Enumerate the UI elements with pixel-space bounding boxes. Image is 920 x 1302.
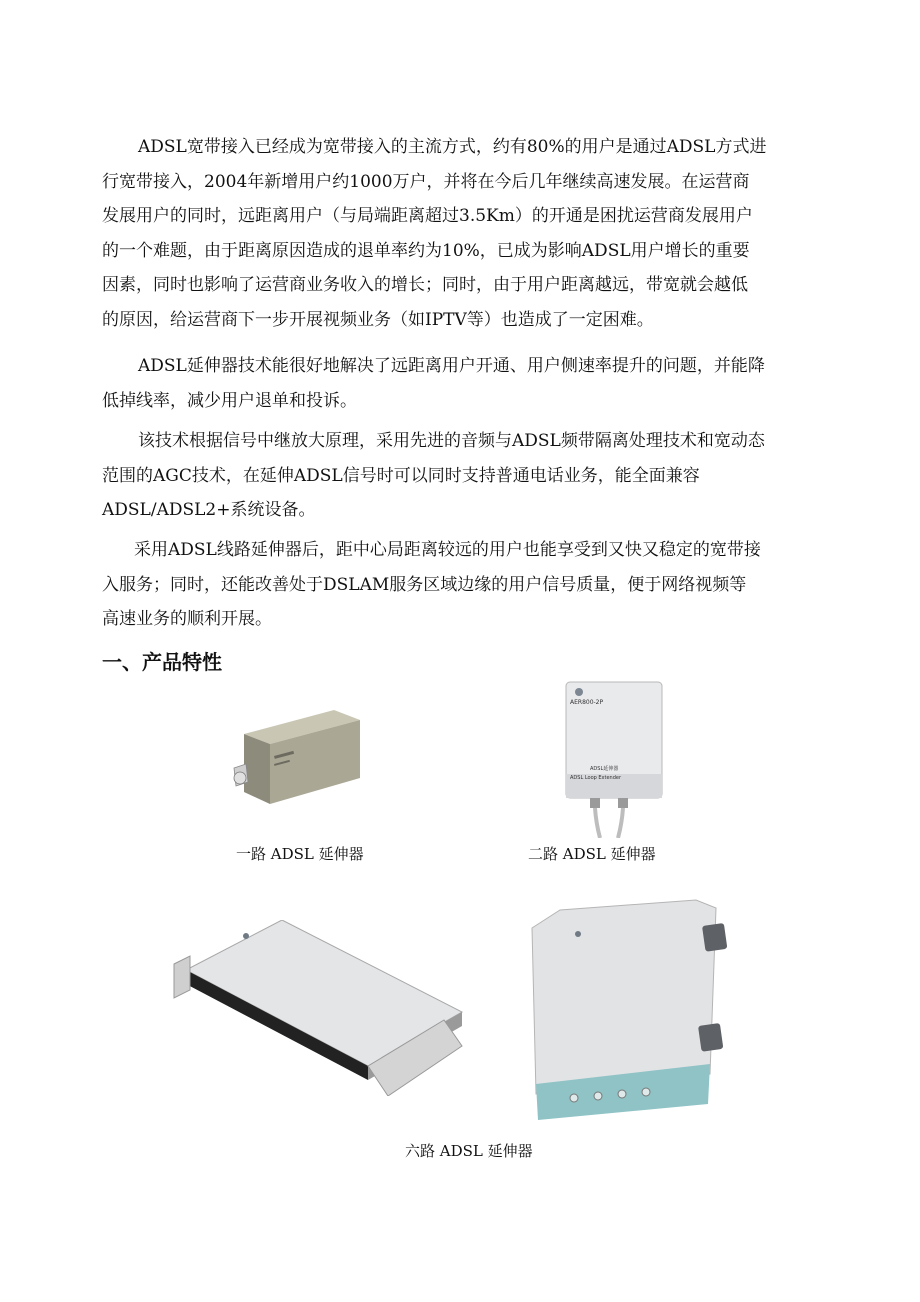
- intro-paragraph: [102, 130, 814, 337]
- caption-one-port: 一路 ADSL 延伸器: [236, 845, 364, 863]
- paragraph-line: 该技术根据信号中继放大原理，采用先进的音频与ADSL频带隔离处理技术和宽动态: [138, 431, 765, 451]
- two-port-cn-label: ADSL延伸器: [590, 766, 619, 772]
- paragraph-line: 范围的AGC技术，在延伸ADSL信号时可以同时支持普通电话业务，能全面兼容: [102, 465, 700, 486]
- paragraph-line: 高速业务的顺利开展。: [102, 609, 272, 629]
- paragraph-line: 的原因，给运营商下一步开展视频业务（如IPTV等）也造成了一定困难。: [102, 309, 654, 330]
- six-port-outdoor-extender-image: [520, 898, 730, 1136]
- paragraph-line: 发展用户的同时，远距离用户（与局端距离超过3.5Km）的开通是困扰运营商发展用户: [102, 206, 753, 226]
- caption-two-port: 二路 ADSL 延伸器: [528, 845, 656, 863]
- paragraph-line: 的一个难题，由于距离原因造成的退单率约为10%，已成为影响ADSL用户增长的重要: [102, 240, 750, 261]
- technology-paragraph: [102, 424, 814, 528]
- paragraph-line: ADSL延伸器技术能很好地解决了远距离用户开通、用户侧速率提升的问题，并能降: [138, 356, 765, 376]
- two-port-extender-image: [562, 678, 672, 838]
- paragraph-line: 因素，同时也影响了运营商业务收入的增长；同时，由于用户距离越远，带宽就会越低: [102, 275, 748, 295]
- two-port-model-label: AER800-2P: [570, 699, 604, 706]
- paragraph-line: ADSL宽带接入已经成为宽带接入的主流方式，约有80%的用户是通过ADSL方式进: [138, 137, 767, 157]
- service-paragraph: [102, 533, 814, 637]
- caption-six-port: 六路 ADSL 延伸器: [405, 1142, 533, 1160]
- paragraph-line: 采用ADSL线路延伸器后，距中心局距离较远的用户也能享受到又快又稳定的宽带接: [134, 540, 761, 560]
- six-port-rack-extender-image: [172, 920, 472, 1096]
- one-port-extender-image: [222, 706, 362, 810]
- extender-benefit-paragraph: [102, 349, 814, 418]
- paragraph-line: 行宽带接入，2004年新增用户约1000万户，并将在今后几年继续高速发展。在运营商: [102, 171, 750, 192]
- section-heading: 一、产品特性: [102, 650, 222, 674]
- paragraph-line: 入服务；同时，还能改善处于DSLAM服务区域边缘的用户信号质量，便于网络视频等: [102, 574, 747, 595]
- paragraph-line: ADSL/ADSL2+系统设备。: [102, 500, 316, 520]
- two-port-en-label: ADSL Loop Extender: [570, 775, 622, 781]
- paragraph-line: 低掉线率，减少用户退单和投诉。: [102, 390, 357, 411]
